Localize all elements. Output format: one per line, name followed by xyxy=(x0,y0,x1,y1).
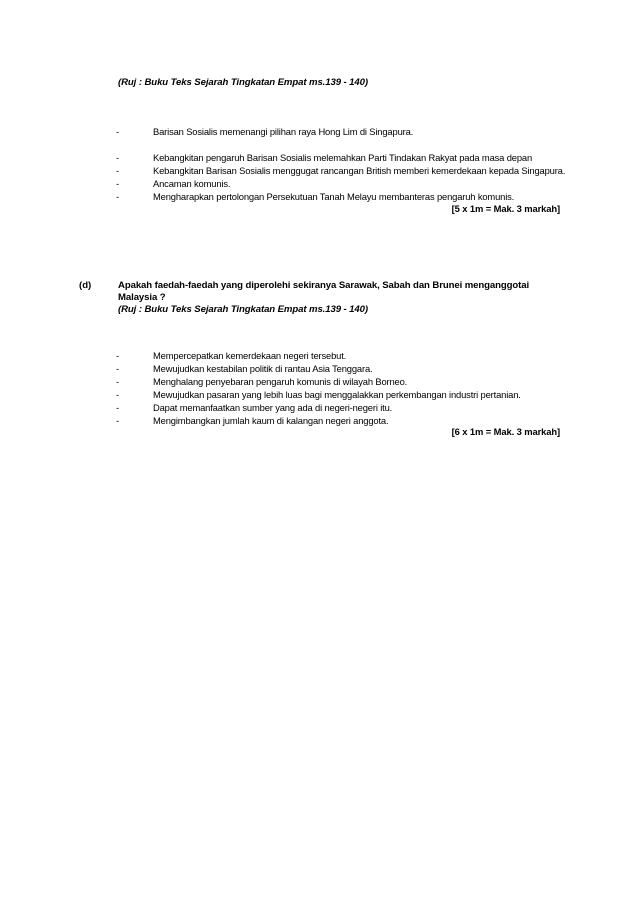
list-item xyxy=(116,125,566,138)
list-item xyxy=(116,375,566,388)
list-item-text: Mengharapkan pertolongan Persekutuan Tanah Melayu membanteras pengaruh komunis. xyxy=(153,191,515,202)
list-item xyxy=(116,151,566,164)
marks-d: [6 x 1m = Mak. 3 markah] xyxy=(451,426,560,437)
list-item xyxy=(116,362,566,375)
answer-list-c xyxy=(116,151,566,203)
bullet-dash: - xyxy=(116,152,119,163)
question-line-2: Malaysia ? xyxy=(118,292,166,303)
list-item-text: Dapat memanfaatkan sumber yang ada di negeri-negeri itu. xyxy=(153,402,393,413)
list-item-text: Mewujudkan kestabilan politik di rantau Asia Tenggara. xyxy=(153,363,373,374)
list-item xyxy=(116,401,566,414)
question-number: (d) xyxy=(79,280,92,291)
bullet-dash: - xyxy=(116,191,119,202)
list-item-text: Ancaman komunis. xyxy=(153,178,231,189)
list-item xyxy=(116,164,566,177)
bullet-dash: - xyxy=(116,389,119,400)
list-item-text: Menghalang penyebaran pengaruh komunis di wilayah Borneo. xyxy=(153,376,408,387)
list-item xyxy=(116,349,566,362)
bullet-dash: - xyxy=(116,178,119,189)
bullet-dash: - xyxy=(116,165,119,176)
answer-list-d xyxy=(116,349,566,427)
list-item-text: Mempercepatkan kemerdekaan negeri tersebut. xyxy=(153,350,347,361)
marks-c: [5 x 1m = Mak. 3 markah] xyxy=(451,203,560,214)
answer-list-c-first xyxy=(116,125,566,138)
reference-c: (Ruj : Buku Teks Sejarah Tingkatan Empat ms.139 - 140) xyxy=(118,77,368,88)
list-item xyxy=(116,388,566,401)
bullet-dash: - xyxy=(116,402,119,413)
bullet-dash: - xyxy=(116,126,119,137)
bullet-dash: - xyxy=(116,376,119,387)
list-item xyxy=(116,190,566,203)
question-line-1: Apakah faedah-faedah yang diperolehi sekiranya Sarawak, Sabah dan Brunei menganggotai xyxy=(118,280,530,291)
question-text xyxy=(118,280,529,304)
list-item-text: Mewujudkan pasaran yang lebih luas bagi menggalakkan perkembangan industri pertanian. xyxy=(153,389,521,400)
bullet-dash: - xyxy=(116,363,119,374)
list-item-text: Kebangkitan Barisan Sosialis menggugat rancangan British memberi kemerdekaan kepada Singapura. xyxy=(153,165,566,176)
list-item xyxy=(116,177,566,190)
list-item-text: Kebangkitan pengaruh Barisan Sosialis melemahkan Parti Tindakan Rakyat pada masa depan xyxy=(153,152,533,163)
bullet-dash: - xyxy=(116,415,119,426)
list-item-text: Mengimbangkan jumlah kaum di kalangan negeri anggota. xyxy=(153,415,389,426)
reference-d: (Ruj : Buku Teks Sejarah Tingkatan Empat ms.139 - 140) xyxy=(118,304,368,315)
list-item-text: Barisan Sosialis memenangi pilihan raya Hong Lim di Singapura. xyxy=(153,126,414,137)
bullet-dash: - xyxy=(116,350,119,361)
